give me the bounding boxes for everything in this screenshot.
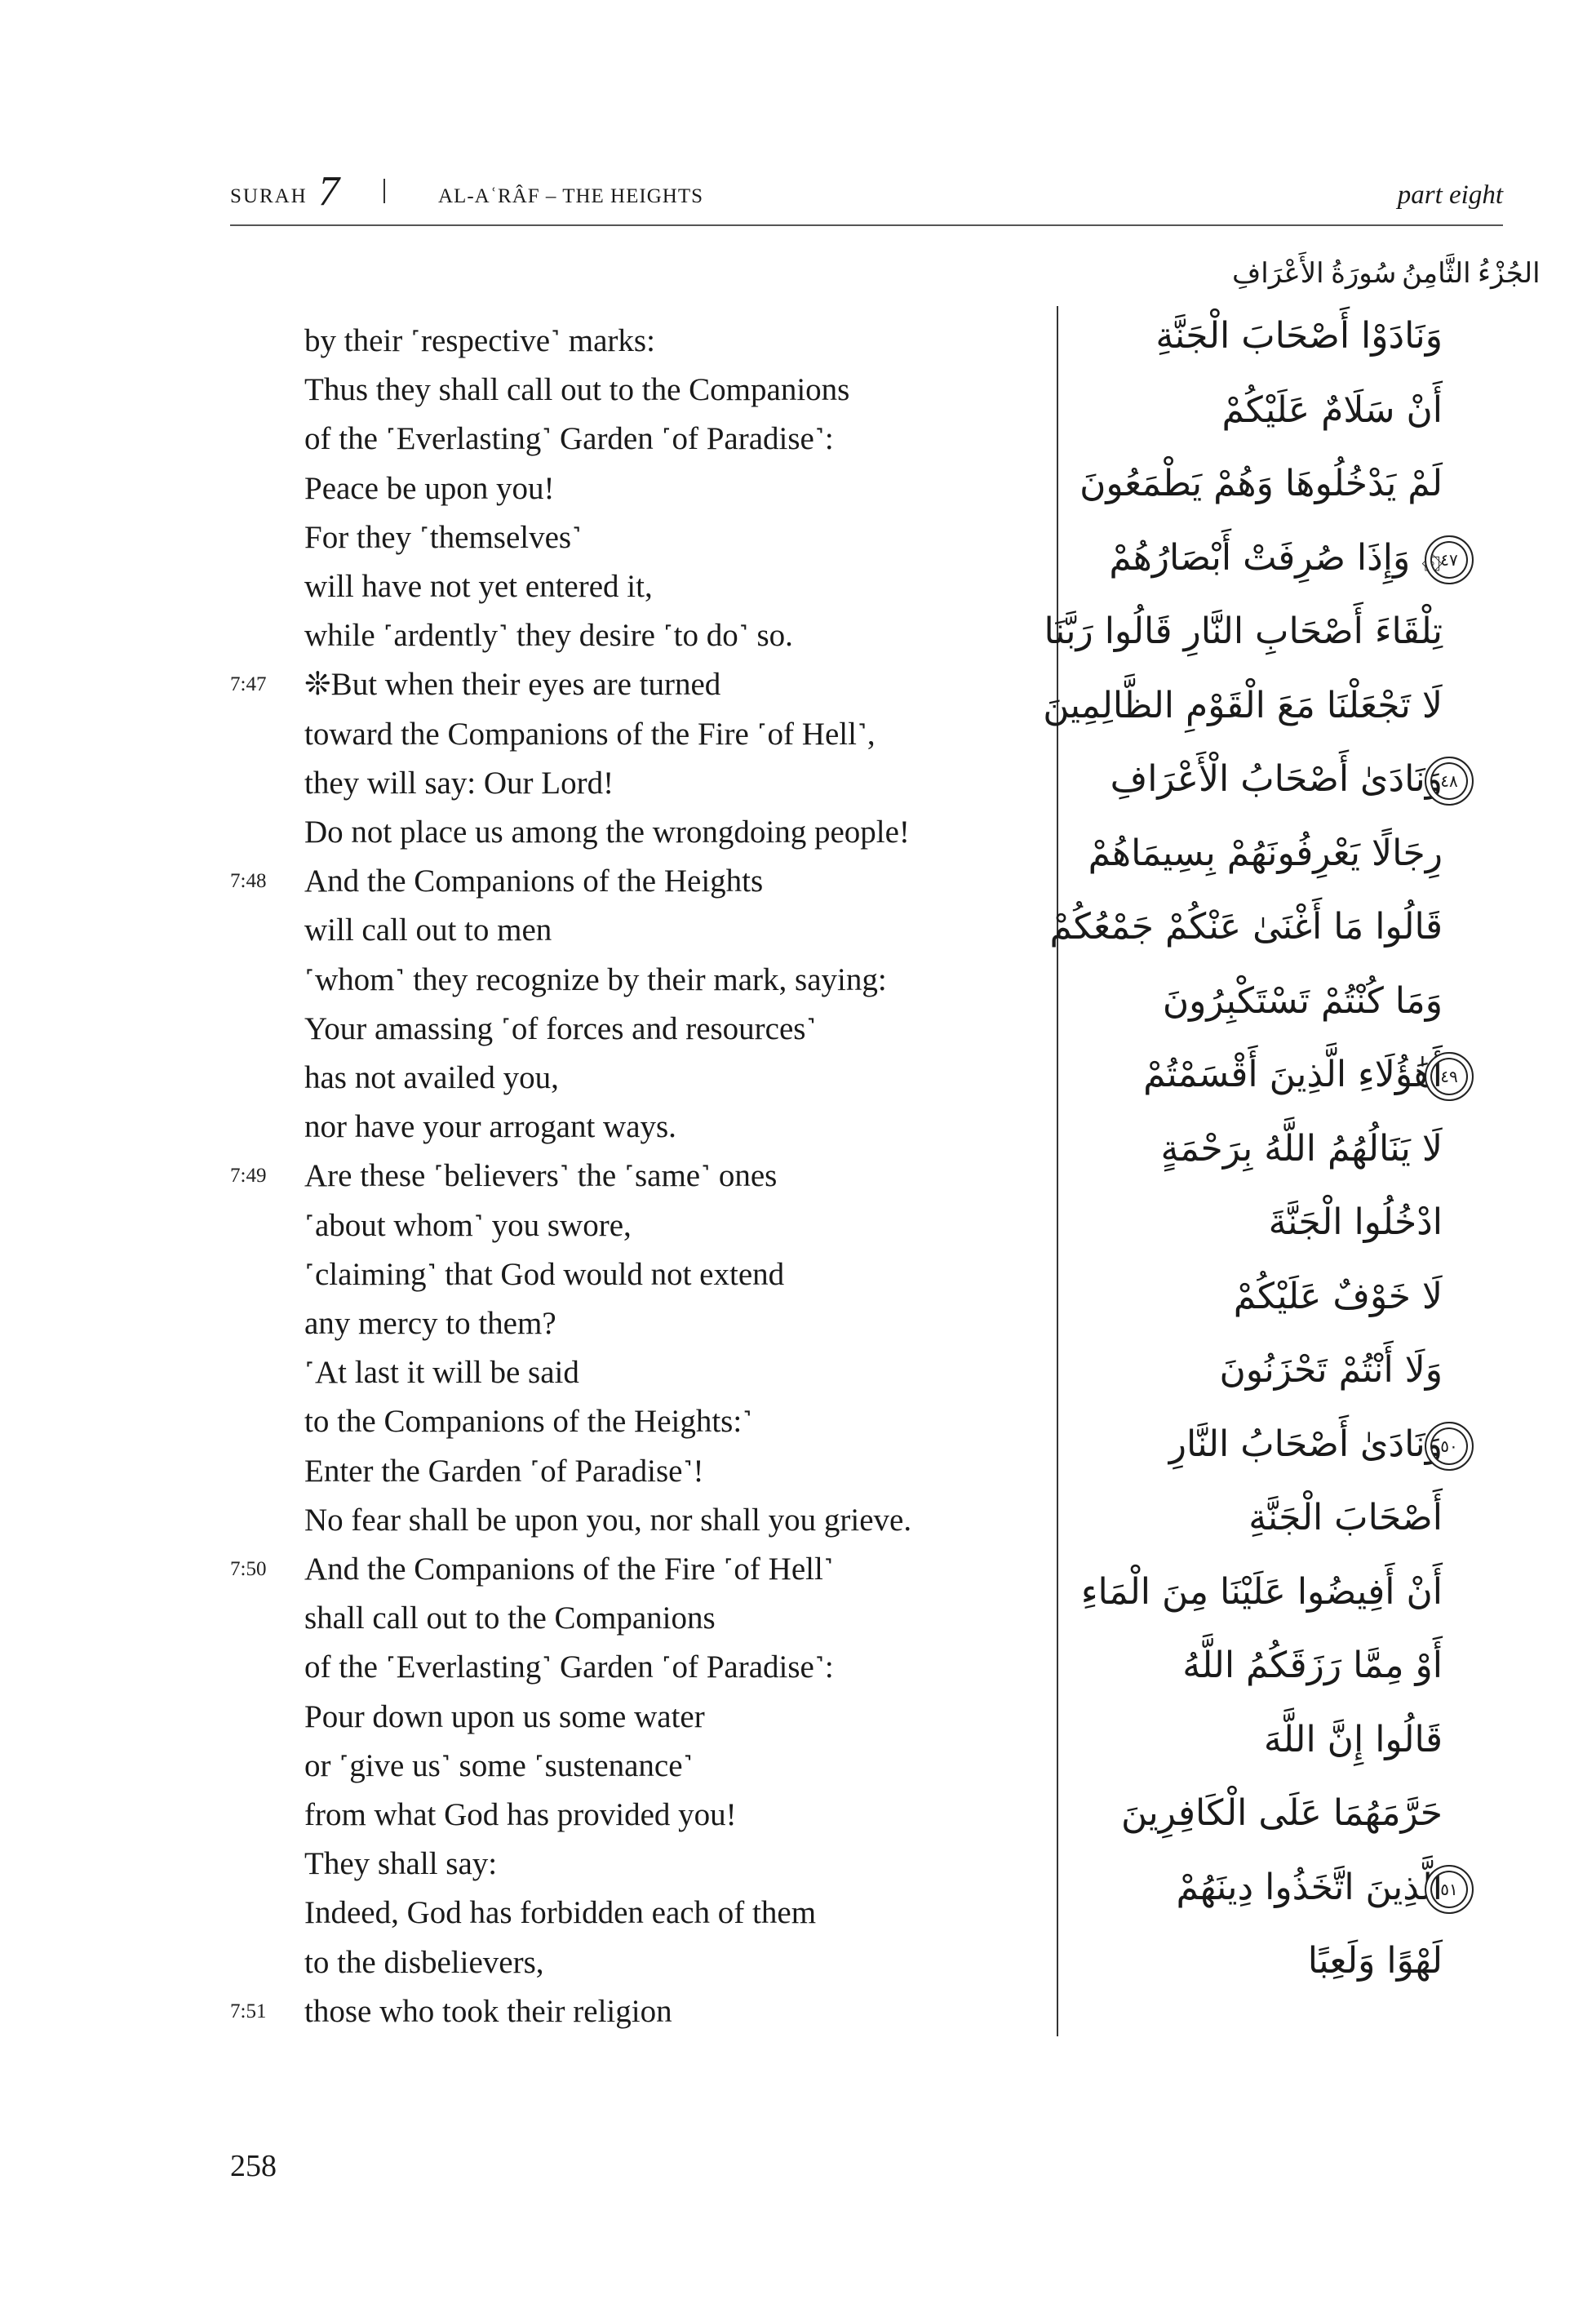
verse-number: 7:49 — [230, 1165, 267, 1188]
arabic-line: وَمَا كُنْتُمْ تَسْتَكْبِرُونَ — [1162, 979, 1443, 1022]
arabic-line: قَالُوا إِنَّ اللَّهَ — [1263, 1718, 1443, 1760]
verse-number: 7:50 — [230, 1558, 267, 1580]
translation-line: ˹about whom˺ you swore, — [304, 1207, 632, 1243]
arabic-line: لَا خَوْفٌ عَلَيْكُمْ — [1233, 1275, 1443, 1317]
arabic-line: أَهَٰؤُلَاءِ الَّذِينَ أَقْسَمْتُمْ — [1143, 1054, 1443, 1095]
header-separator — [383, 179, 385, 203]
arabic-line: رِجَالًا يَعْرِفُونَهُمْ بِسِيمَاهُمْ — [1088, 832, 1443, 874]
arabic-line: لَا تَجْعَلْنَا مَعَ الْقَوْمِ الظَّالِمِينَ — [1043, 684, 1443, 726]
translation-line: ˹claiming˺ that God would not extend — [304, 1256, 785, 1292]
arabic-line: لَا يَنَالُهُمُ اللَّهُ بِرَحْمَةٍ — [1160, 1127, 1443, 1170]
translation-line: will call out to men — [304, 912, 552, 948]
translation-line: ˹At last it will be said — [304, 1355, 579, 1391]
verse-medallion: ٤٨ — [1425, 757, 1474, 806]
translation-line: And the Companions of the Heights — [304, 863, 764, 899]
arabic-line: وَنَادَوْا أَصْحَابَ الْجَنَّةِ — [1155, 315, 1443, 357]
arabic-line: ادْخُلُوا الْجَنَّةَ — [1268, 1201, 1443, 1243]
verse-medallion: ٤٧ — [1425, 535, 1474, 584]
translation-line: will have not yet entered it, — [304, 569, 653, 604]
translation-line: to the Companions of the Heights:˺ — [304, 1404, 753, 1440]
translation-line: or ˹give us˺ some ˹sustenance˺ — [304, 1747, 694, 1783]
running-header — [230, 167, 1503, 226]
page-number: 258 — [230, 2149, 277, 2183]
surah-number: 7 — [318, 168, 339, 215]
translation-line: of the ˹Everlasting˺ Garden ˹of Paradise˺: — [304, 421, 834, 457]
translation-line: Pour down upon us some water — [304, 1698, 705, 1734]
translation-line: Indeed, God has forbidden each of them — [304, 1895, 817, 1931]
arabic-line: ۞ وَإِذَا صُرِفَتْ أَبْصَارُهُمْ — [1109, 536, 1443, 579]
verse-number: 7:47 — [230, 673, 267, 696]
translation-line: Peace be upon you! — [304, 470, 555, 506]
part-label: part eight — [1397, 180, 1503, 210]
surah-title: AL-AʿRÂF – THE HEIGHTS — [438, 185, 703, 207]
translation-line: ˹whom˺ they recognize by their mark, saying: — [304, 961, 887, 997]
arabic-line: حَرَّمَهُمَا عَلَى الْكَافِرِينَ — [1120, 1792, 1443, 1834]
arabic-line: قَالُوا مَا أَغْنَىٰ عَنْكُمْ جَمْعُكُمْ — [1049, 906, 1443, 948]
translation-line: they will say: Our Lord! — [304, 765, 614, 801]
translation-line: from what God has provided you! — [304, 1797, 737, 1832]
arabic-line: أَنْ أَفِيضُوا عَلَيْنَا مِنَ الْمَاءِ — [1080, 1570, 1443, 1613]
translation-line: toward the Companions of the Fire ˹of Hell˺, — [304, 716, 876, 752]
verse-number: 7:51 — [230, 2000, 267, 2022]
surah-label: SURAH — [230, 185, 308, 207]
translation-line: has not availed you, — [304, 1060, 559, 1095]
arabic-line: الَّذِينَ اتَّخَذُوا دِينَهُمْ — [1176, 1866, 1443, 1908]
translation-line: Your amassing ˹of forces and resources˺ — [304, 1010, 817, 1046]
translation-line: those who took their religion — [304, 1993, 672, 2029]
translation-line: nor have your arrogant ways. — [304, 1109, 676, 1145]
translation-line: to the disbelievers, — [304, 1944, 544, 1980]
arabic-line: أَنْ سَلَامٌ عَلَيْكُمْ — [1221, 388, 1443, 431]
translation-line: of the ˹Everlasting˺ Garden ˹of Paradise˺: — [304, 1649, 834, 1685]
translation-line: by their ˹respective˺ marks: — [304, 323, 655, 358]
translation-line: any mercy to them? — [304, 1306, 556, 1341]
verse-medallion: ٥١ — [1425, 1865, 1474, 1914]
arabic-line: لَمْ يَدْخُلُوهَا وَهُمْ يَطْمَعُونَ — [1080, 463, 1443, 504]
verse-medallion: ٤٩ — [1425, 1052, 1474, 1101]
arabic-line: لَهْوًا وَلَعِبًا — [1307, 1940, 1443, 1982]
translation-line: They shall say: — [304, 1846, 498, 1882]
arabic-line: تِلْقَاءَ أَصْحَابِ النَّارِ قَالُوا رَبَّنَا — [1044, 610, 1443, 652]
translation-line: Enter the Garden ˹of Paradise˺! — [304, 1453, 704, 1489]
arabic-line: أَصْحَابَ الْجَنَّةِ — [1248, 1497, 1443, 1538]
translation-line: Do not place us among the wrongdoing people! — [304, 815, 910, 850]
arabic-line: وَلَا أَنْتُمْ تَحْزَنُونَ — [1219, 1349, 1443, 1391]
arabic-line: وَنَادَىٰ أَصْحَابُ الْأَعْرَافِ — [1110, 758, 1443, 800]
translation-line: Are these ˹believers˺ the ˹same˺ ones — [304, 1158, 778, 1194]
verse-number: 7:48 — [230, 870, 267, 893]
arabic-surah-label: سُورَةُ الأَعْرَافِ — [1232, 259, 1397, 289]
translation-line: while ˹ardently˺ they desire ˹to do˺ so. — [304, 618, 793, 654]
arabic-line: أَوْ مِمَّا رَزَقَكُمُ اللَّهُ — [1182, 1645, 1443, 1686]
verse-medallion: ٥٠ — [1425, 1422, 1474, 1471]
translation-line: shall call out to the Companions — [304, 1600, 716, 1636]
translation-line: ❊But when their eyes are turned — [304, 667, 721, 703]
arabic-juz-label: الجُزْءُ الثَّامِنُ — [1402, 259, 1541, 289]
translation-line: No fear shall be upon you, nor shall you grieve. — [304, 1502, 912, 1538]
translation-line: For they ˹themselves˺ — [304, 519, 583, 555]
translation-line: Thus they shall call out to the Companions — [304, 372, 850, 408]
translation-line: And the Companions of the Fire ˹of Hell˺ — [304, 1552, 834, 1587]
arabic-line: وَنَادَىٰ أَصْحَابُ النَّارِ — [1168, 1423, 1443, 1465]
